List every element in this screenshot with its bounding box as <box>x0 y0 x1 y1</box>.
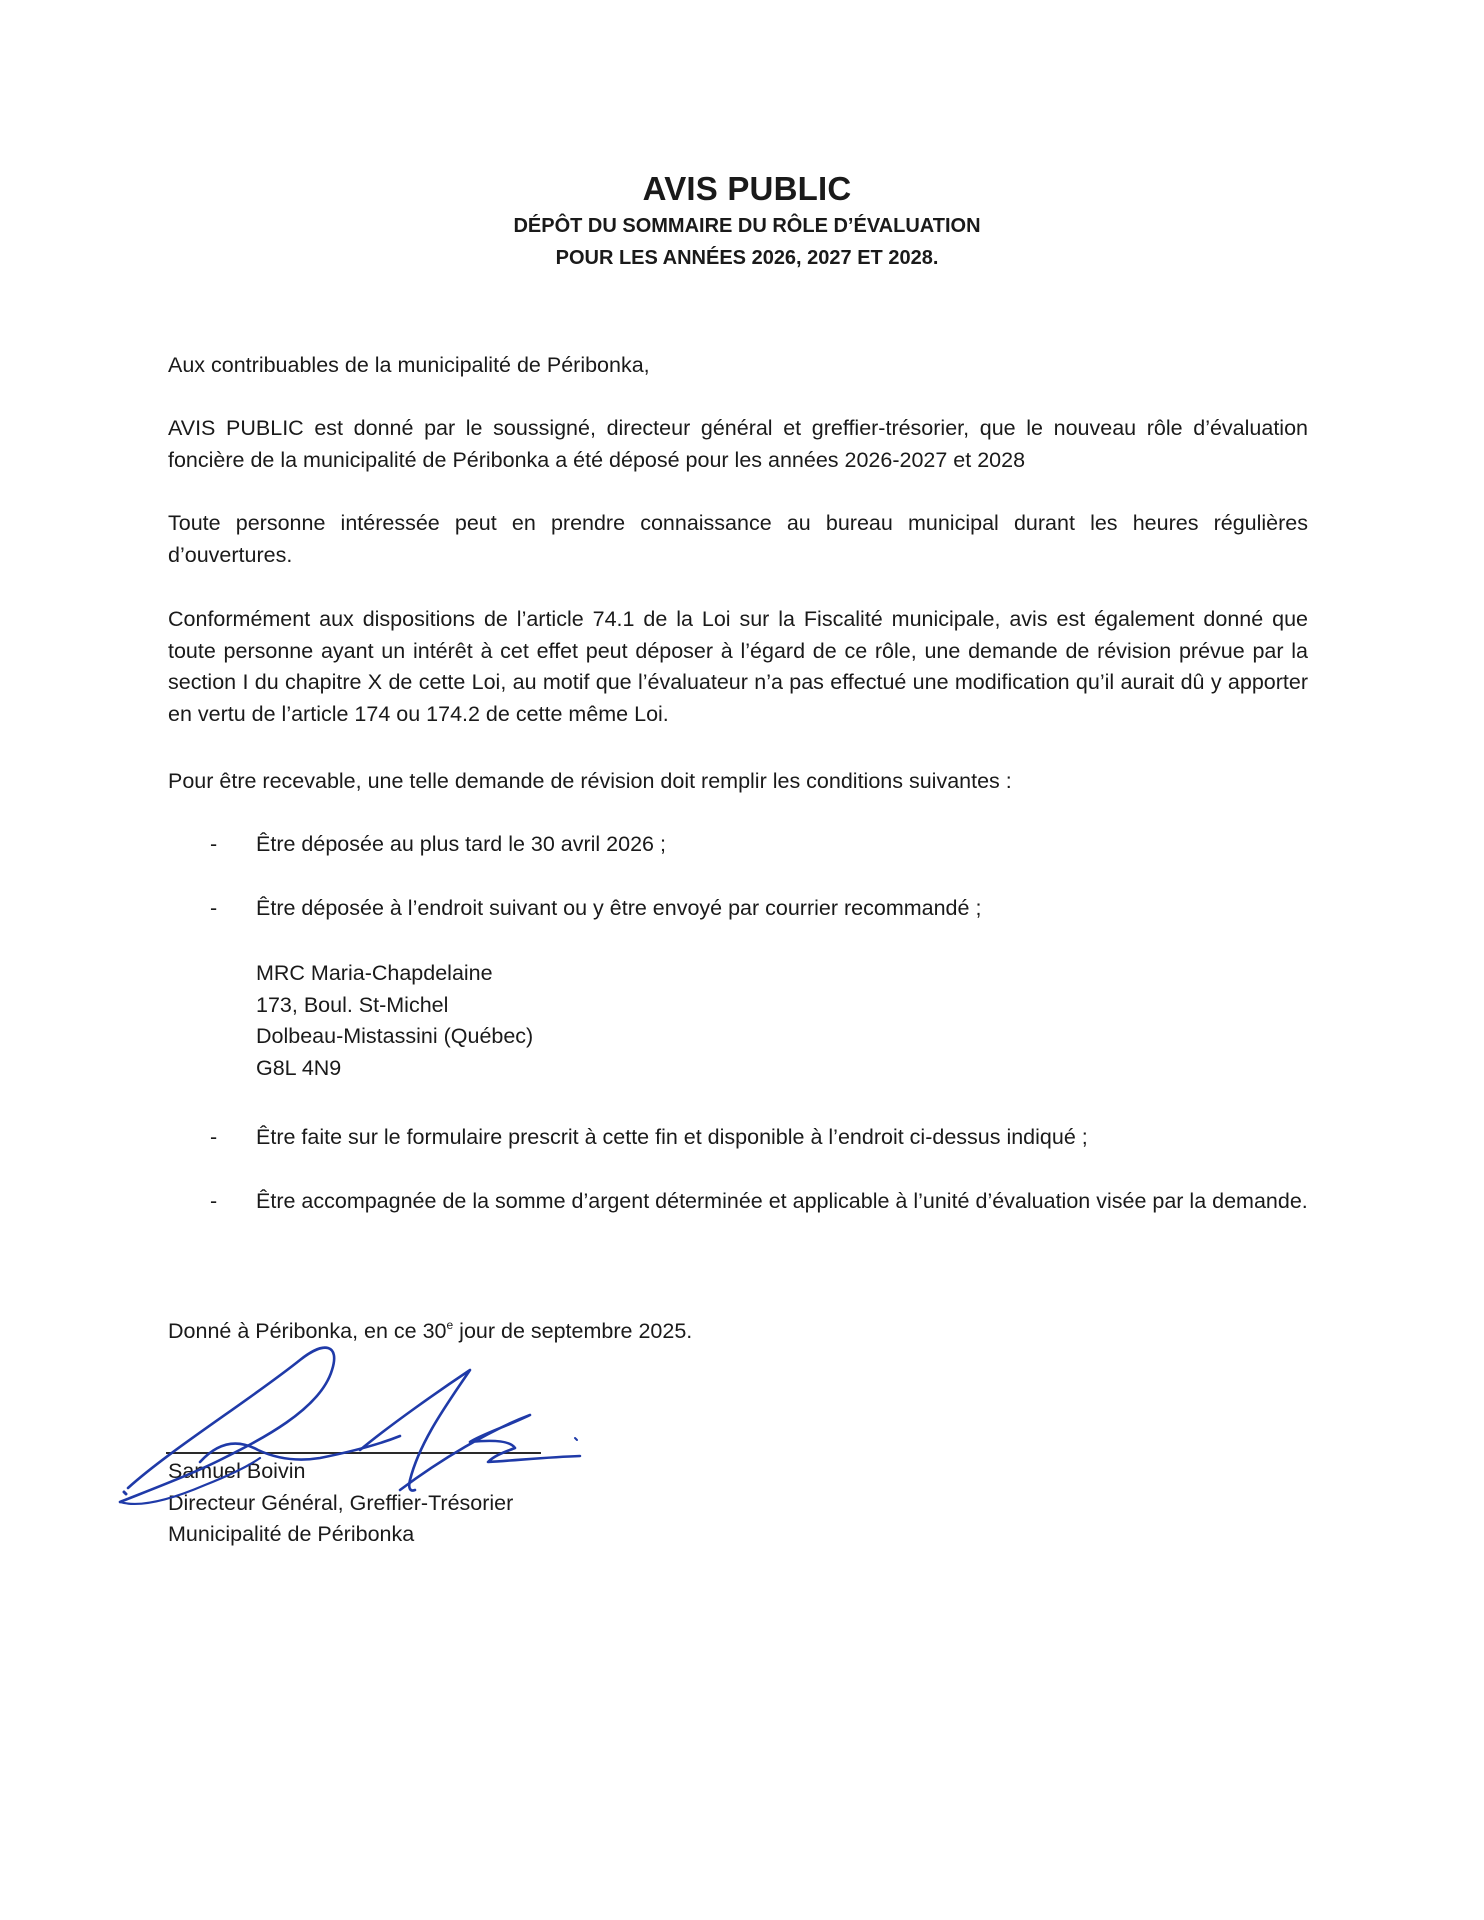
document-subtitle-line-2: POUR LES ANNÉES 2026, 2027 ET 2028. <box>555 247 939 269</box>
given-suffix: jour de septembre 2025. <box>453 1319 693 1343</box>
paragraph-legal-provisions: Conformément aux dispositions de l’article 74.1 de la Loi sur la Fiscalité municipale, avis est également donné que toute personne ayant un intérêt à cet effet peut déposer à l’égard de ce rôle, une demande de révision prévue par la section I du chapitre X de cette Loi, au motif que l’évaluateur n’a pas effectué une modification qu’il aurait dû y apporter en vertu de l’article 174 ou 174.2 de cette même Loi. <box>168 607 1308 726</box>
bullet-dash: - <box>210 896 218 920</box>
paragraph-consultation: Toute personne intéressée peut en prendre connaissance au bureau municipal durant les heures régulières d’ouvertures. <box>168 511 1308 567</box>
condition-item <box>210 893 1310 925</box>
condition-text: Être faite sur le formulaire prescrit à cette fin et disponible à l’endroit ci-dessus indiqué ; <box>256 1125 1088 1149</box>
signer-name: Samuel Boivin <box>168 1459 306 1483</box>
bullet-dash: - <box>210 832 218 856</box>
paragraph-conditions-intro: Pour être recevable, une telle demande de révision doit remplir les conditions suivantes : <box>168 769 1012 793</box>
address-line: G8L 4N9 <box>256 1055 342 1080</box>
condition-item <box>210 1122 1310 1154</box>
given-prefix: Donné à Péribonka, en ce 30 <box>168 1319 447 1343</box>
address-line: MRC Maria-Chapdelaine <box>256 961 493 985</box>
document-subtitle-line-1: DÉPÔT DU SOMMAIRE DU RÔLE D’ÉVALUATION <box>513 215 981 237</box>
address-block <box>256 958 533 1084</box>
address-line: Dolbeau-Mistassini (Québec) <box>256 1024 534 1048</box>
signature-line <box>166 1452 541 1454</box>
condition-item <box>210 1186 1310 1218</box>
salutation: Aux contribuables de la municipalité de Péribonka, <box>168 353 650 377</box>
signer-block <box>168 1456 513 1551</box>
address-line: 173, Boul. St-Michel <box>256 992 449 1017</box>
bullet-dash: - <box>210 1125 218 1149</box>
condition-text: Être déposée à l’endroit suivant ou y être envoyé par courrier recommandé ; <box>256 896 982 920</box>
given-date-line <box>168 1316 692 1348</box>
signature-stroke <box>124 1492 126 1494</box>
document-title: AVIS PUBLIC <box>642 170 852 207</box>
signer-role: Directeur Général, Greffier-Trésorier <box>168 1490 514 1515</box>
signature-stroke <box>575 1438 577 1440</box>
given-superscript: e <box>446 1318 454 1332</box>
condition-item <box>210 829 1310 861</box>
signer-organization: Municipalité de Péribonka <box>168 1522 415 1546</box>
paragraph-notice: AVIS PUBLIC est donné par le soussigné, directeur général et greffier-trésorier, que le nouveau rôle d’évaluation foncière de la municipalité de Péribonka a été déposé pour les années 2026-2027 et 2028 <box>168 416 1308 472</box>
bullet-dash: - <box>210 1189 218 1213</box>
condition-text: Être déposée au plus tard le 30 avril 2026 ; <box>256 832 666 856</box>
condition-text: Être accompagnée de la somme d’argent déterminée et applicable à l’unité d’évaluation visée par la demande. <box>256 1189 1308 1213</box>
